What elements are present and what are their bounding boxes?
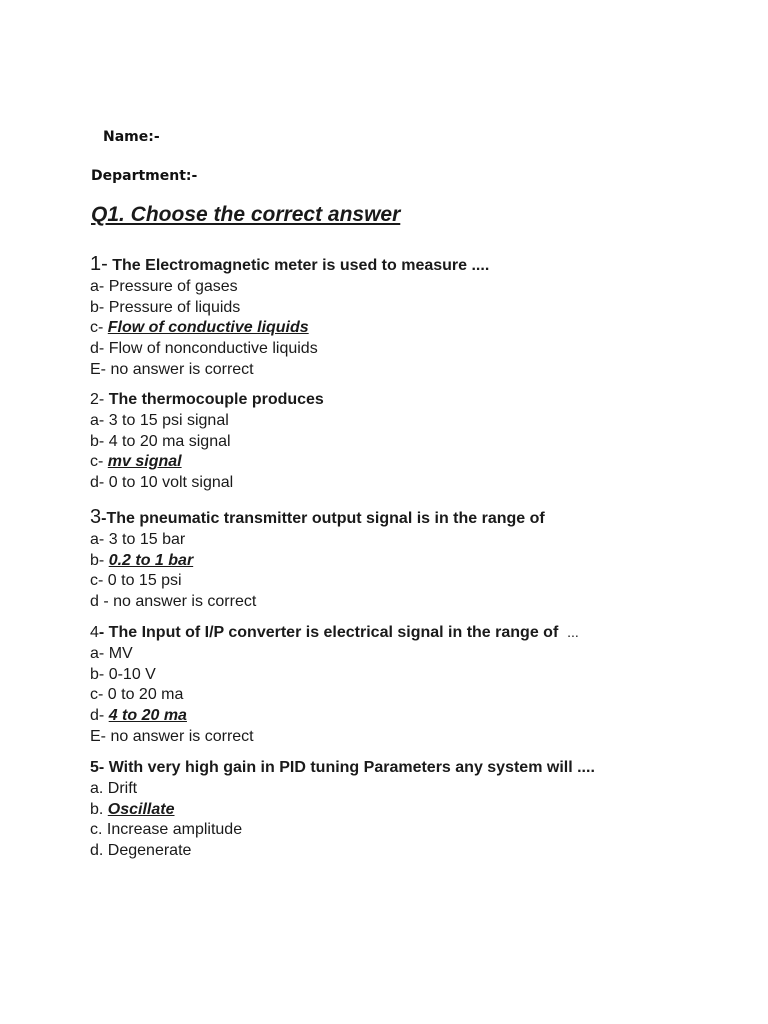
correct-answer: Flow of conductive liquids	[107, 319, 309, 337]
option-d	[90, 706, 730, 727]
option-text: 0 to 15 psi	[107, 572, 182, 590]
option-label: a-	[90, 644, 105, 662]
question-4	[90, 622, 730, 748]
option-text: Degenerate	[107, 842, 192, 860]
question-number: 1-	[90, 253, 108, 275]
question-text: - The Input of I/P converter is electrical signal in the range of	[98, 624, 559, 641]
option-d	[90, 841, 730, 862]
correct-answer: 4 to 20 ma	[108, 707, 187, 725]
option-text: 3 to 15 psi signal	[108, 411, 229, 429]
question-1	[90, 254, 730, 381]
option-e	[90, 727, 730, 748]
option-label: d-	[90, 340, 105, 358]
option-text: no answer is correct	[113, 593, 257, 611]
option-label: b-	[90, 665, 105, 683]
option-label: c.	[90, 821, 103, 839]
option-label: E-	[90, 727, 106, 745]
option-text: 4 to 20 ma signal	[108, 432, 231, 450]
option-label: b.	[90, 800, 104, 818]
option-text: Increase amplitude	[106, 821, 243, 839]
option-b	[90, 800, 730, 821]
option-label: c-	[90, 572, 104, 590]
option-text: Flow of nonconductive liquids	[108, 340, 318, 358]
option-c	[90, 820, 730, 841]
option-a	[90, 277, 730, 298]
option-d	[90, 592, 730, 613]
question-stem	[90, 254, 730, 277]
name-label: Name:-	[103, 129, 160, 145]
option-label: a.	[90, 779, 104, 797]
option-label: a-	[90, 411, 105, 429]
option-label: a-	[90, 530, 105, 548]
option-label: b-	[90, 298, 105, 316]
question-number: 4	[90, 624, 99, 641]
option-a	[90, 644, 730, 665]
option-label: a-	[90, 277, 105, 295]
option-a	[90, 411, 730, 432]
option-label: c-	[90, 686, 104, 704]
question-trail: ...	[567, 624, 579, 640]
question-stem	[90, 622, 730, 644]
correct-answer: mv signal	[107, 453, 182, 471]
option-b	[90, 432, 730, 453]
option-b	[90, 551, 730, 572]
question-stem	[90, 507, 730, 530]
question-2	[90, 390, 730, 494]
option-text: Pressure of gases	[108, 277, 238, 295]
option-d	[90, 473, 730, 494]
question-number: 3	[90, 506, 102, 528]
option-label: d-	[90, 474, 105, 492]
section-title: Q1. Choose the correct answer	[91, 203, 401, 226]
question-text: The Electromagnetic meter is used to measure ....	[112, 257, 490, 274]
option-text: Drift	[107, 779, 138, 797]
question-number: 2-	[90, 391, 105, 408]
option-a	[90, 779, 730, 800]
question-5	[90, 758, 730, 862]
question-stem	[90, 758, 730, 779]
option-label: E-	[90, 360, 106, 378]
question-text: -The pneumatic transmitter output signal is in the range of	[101, 510, 545, 527]
department-label: Department:-	[91, 168, 198, 184]
option-text: 3 to 15 bar	[108, 530, 186, 548]
option-label: b-	[90, 551, 105, 569]
option-e	[90, 360, 730, 381]
question-text: With very high gain in PID tuning Parameters any system will ....	[108, 759, 595, 776]
correct-answer: 0.2 to 1 bar	[108, 551, 194, 569]
option-text: 0 to 20 ma	[107, 686, 184, 704]
option-text: Pressure of liquids	[108, 298, 241, 316]
option-c	[90, 452, 730, 473]
option-b	[90, 665, 730, 686]
question-stem	[90, 390, 730, 411]
option-text: 0 to 10 volt signal	[108, 474, 234, 492]
option-label: d.	[90, 842, 104, 860]
option-label: c-	[90, 319, 104, 337]
option-text: 0-10 V	[108, 665, 156, 683]
option-c	[90, 685, 730, 706]
option-text: no answer is correct	[110, 360, 254, 378]
correct-answer: Oscillate	[107, 800, 175, 818]
option-label: d -	[90, 593, 109, 611]
option-label: c-	[90, 453, 104, 471]
question-text: The thermocouple produces	[108, 391, 324, 408]
option-b	[90, 298, 730, 319]
option-label: b-	[90, 432, 105, 450]
option-text: MV	[108, 644, 133, 662]
question-3	[90, 507, 730, 613]
option-c	[90, 318, 730, 339]
option-label: d-	[90, 707, 105, 725]
question-number: 5-	[90, 759, 105, 776]
option-text: no answer is correct	[110, 727, 254, 745]
option-a	[90, 530, 730, 551]
option-c	[90, 571, 730, 592]
option-d	[90, 339, 730, 360]
